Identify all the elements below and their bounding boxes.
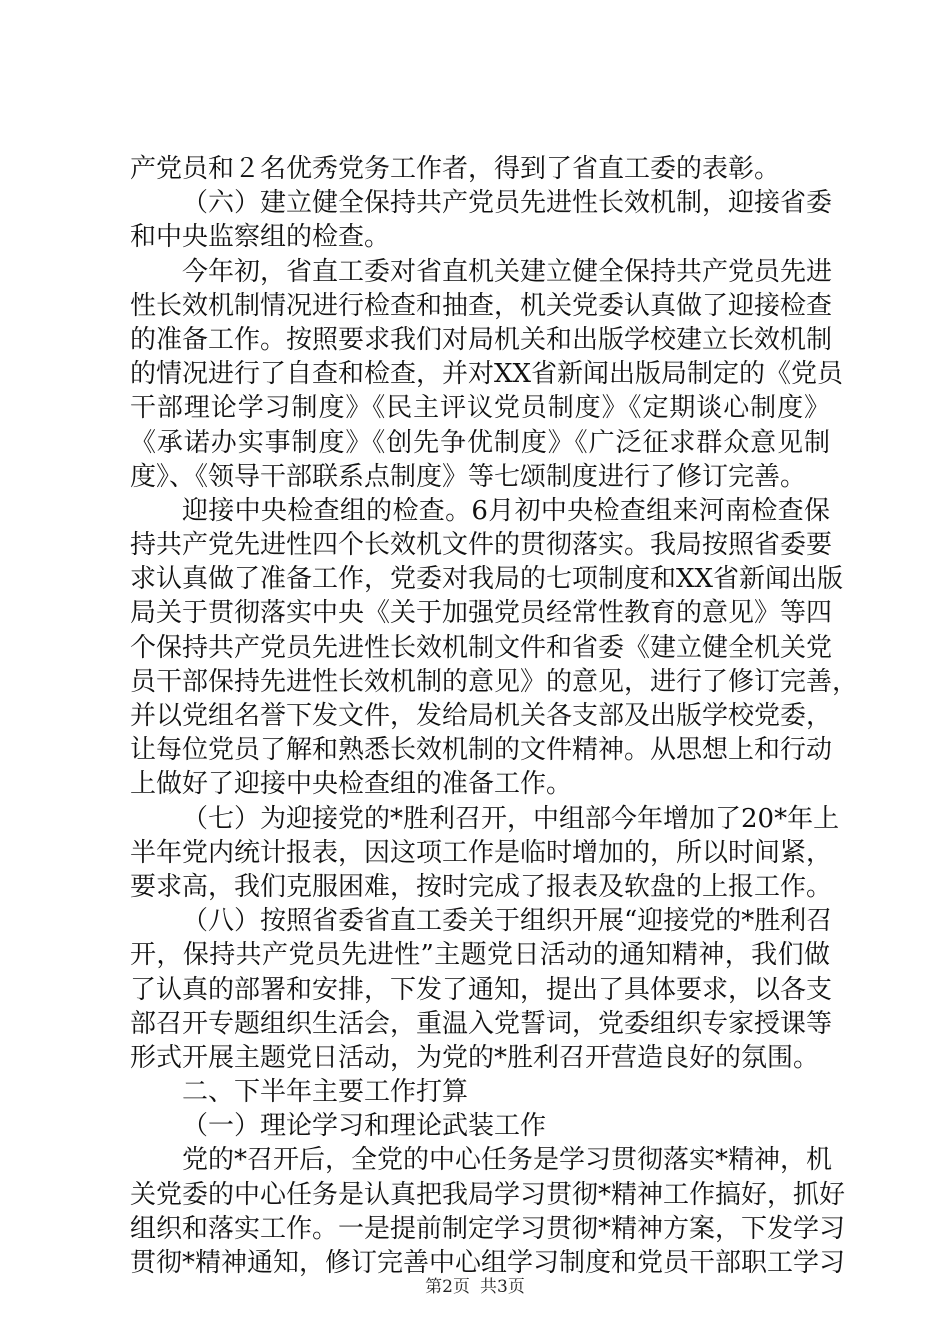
text-line: 的情况进行了自查和检查，并对XX省新闻出版局制定的《党员 — [130, 359, 844, 390]
text-line: 贯彻*精神通知，修订完善中心组学习制度和党员干部职工学习 — [130, 1248, 846, 1278]
text-line: 形式开展主题党日活动，为党的*胜利召开营造良好的氛围。 — [130, 1042, 820, 1073]
text-line: 的准备工作。按照要求我们对局机关和出版学校建立长效机制 — [130, 324, 833, 355]
page-number: 第2页 — [425, 1277, 470, 1297]
text-line: 持共产党先进性四个长效机文件的贯彻落实。我局按照省委要 — [130, 530, 833, 561]
text-line: 迎接中央检查组的检查。6月初中央检查组来河南检查保 — [182, 495, 830, 526]
text-line: 和中央监察组的检查。 — [130, 222, 391, 253]
text-line: 并以党组名誉下发文件，发给局机关各支部及出版学校党委， — [130, 701, 833, 731]
text-line: 度》、《领导干部联系点制度》等七颂制度进行了修订完善。 — [130, 461, 807, 492]
text-line: 二、下半年主要工作打算 — [182, 1077, 469, 1108]
text-line: 了认真的部署和安排，下发了通知，提出了具体要求，以各支 — [130, 974, 833, 1005]
page-total: 共3页 — [480, 1277, 525, 1297]
text-line: （一）理论学习和理论武装工作 — [182, 1111, 547, 1142]
text-line: 关党委的中心任务是认真把我局学习贯彻*精神工作搞好，抓好 — [130, 1179, 846, 1210]
text-line: （八）按照省委省直工委关于组织开展“迎接党的*胜利召 — [182, 906, 833, 937]
text-line: 《承诺办实事制度》《创先争优制度》《广泛征求群众意见制 — [130, 427, 830, 458]
text-line: 上做好了迎接中央检查组的准备工作。 — [130, 769, 573, 800]
text-line: 产党员和２名优秀党务工作者，得到了省直工委的表彰。 — [130, 154, 781, 184]
text-line: 组织和落实工作。一是提前制定学习贯彻*精神方案，下发学习 — [130, 1213, 846, 1244]
text-line: 要求高，我们克服困难，按时完成了报表及软盘的上报工作。 — [130, 871, 833, 902]
text-line: 半年党内统计报表，因这项工作是临时增加的，所以时间紧， — [130, 837, 833, 868]
text-line: 求认真做了准备工作，党委对我局的七项制度和XX省新闻出版 — [130, 564, 844, 595]
text-line: 员干部保持先进性长效机制的意见》的意见，进行了修订完善， — [130, 666, 859, 697]
text-line: 开，保持共产党员先进性”主题党日活动的通知精神，我们做 — [130, 940, 830, 971]
text-line: 今年初，省直工委对省直机关建立健全保持共产党员先进 — [182, 256, 833, 287]
text-line: （七）为迎接党的*胜利召开，中组部今年增加了20*年上 — [182, 803, 840, 834]
document-body — [130, 152, 859, 1280]
page-footer — [0, 1272, 950, 1297]
text-line: （六）建立健全保持共产党员先进性长效机制，迎接省委 — [182, 188, 833, 219]
text-line: 性长效机制情况进行检查和抽查，机关党委认真做了迎接检查 — [130, 290, 833, 321]
text-line: 党的*召开后，全党的中心任务是学习贯彻落实*精神，机 — [182, 1145, 833, 1176]
text-line: 部召开专题组织生活会，重温入党誓词，党委组织专家授课等 — [130, 1008, 833, 1039]
text-line: 干部理论学习制度》《民主评议党员制度》《定期谈心制度》 — [130, 393, 830, 424]
text-line: 让每位党员了解和熟悉长效机制的文件精神。从思想上和行动 — [130, 735, 833, 766]
text-line: 个保持共产党员先进性长效机制文件和省委《建立健全机关党 — [130, 632, 833, 663]
text-line: 局关于贯彻落实中央《关于加强党员经常性教育的意见》等四 — [130, 598, 833, 629]
